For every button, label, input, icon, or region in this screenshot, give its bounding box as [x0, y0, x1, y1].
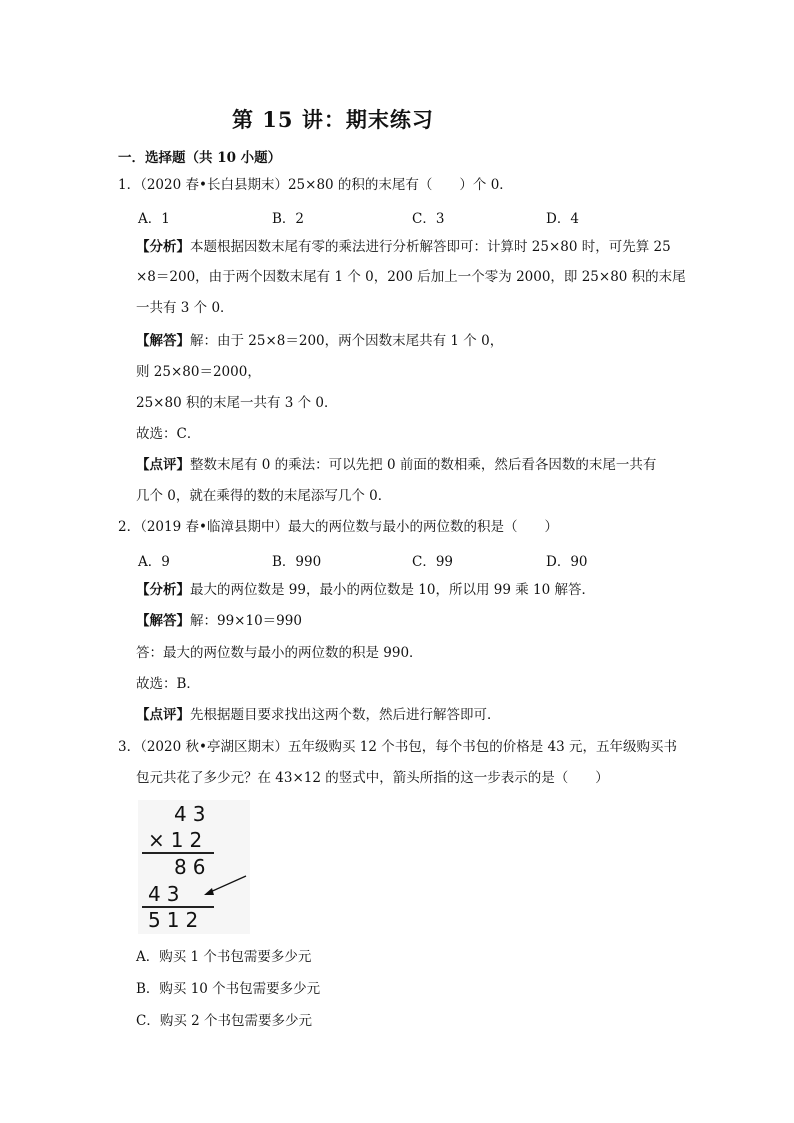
partial-product-2: 43: [148, 882, 186, 906]
multiplier: ×12: [148, 828, 209, 852]
rule-line-1: [142, 852, 214, 854]
comment-text: 整数末尾有 0 的乘法：可以先把 0 前面的数相乘，然后看各因数的末尾一共有: [190, 457, 657, 473]
question-1-option-d[interactable]: D．4: [546, 211, 579, 227]
answer-text: 解：99×10＝990: [190, 613, 302, 629]
arrow-icon: [198, 872, 250, 902]
partial-product-1: 86: [174, 855, 212, 879]
question-3-option-c[interactable]: C．购买 2 个书包需要多少元: [136, 1013, 313, 1029]
question-3-stem-line-2: 包元共花了多少元？在 43×12 的竖式中，箭头所指的这一步表示的是（ ）: [136, 770, 609, 786]
analysis-text: 本题根据因数末尾有零的乘法进行分析解答即可：计算时 25×80 时，可先算 25: [190, 239, 671, 255]
question-1-analysis-line-2: ×8＝200，由于两个因数末尾有 1 个 0，200 后加上一个零为 2000，即 25×80 积的末尾: [136, 269, 686, 285]
question-1-comment-line-1: [136, 456, 656, 474]
answer-tag: 【解答】: [136, 333, 190, 349]
question-2-option-a[interactable]: A．9: [138, 554, 170, 570]
comment-tag: 【点评】: [136, 457, 190, 473]
product: 512: [148, 908, 205, 932]
question-1-answer-line-1: [136, 332, 503, 350]
question-2-option-b[interactable]: B．990: [272, 554, 322, 570]
page-title: 第 15 讲：期末练习: [232, 107, 434, 132]
question-1-stem: 1．（2020 春•长白县期末）25×80 的积的末尾有（ ）个 0．: [118, 177, 513, 193]
multiplicand: 43: [174, 802, 212, 826]
question-2-comment-line-1: [136, 706, 501, 724]
analysis-tag: 【分析】: [136, 239, 190, 255]
analysis-text: 最大的两位数是 99，最小的两位数是 10，所以用 99 乘 10 解答．: [190, 582, 595, 598]
question-3-stem-line-1: 3．（2020 秋•亭湖区期末）五年级购买 12 个书包，每个书包的价格是 43 元，五年级购买书: [118, 739, 677, 755]
question-2-option-c[interactable]: C．99: [412, 554, 454, 570]
vertical-multiplication-figure: [138, 800, 250, 934]
question-1-answer-line-2: 则 25×80＝2000，: [136, 364, 261, 380]
question-3-option-a[interactable]: A．购买 1 个书包需要多少元: [136, 949, 312, 965]
question-2-stem: 2．（2019 春•临漳县期中）最大的两位数与最小的两位数的积是（ ）: [118, 519, 558, 535]
answer-text: 解：由于 25×8＝200，两个因数末尾共有 1 个 0，: [190, 333, 504, 349]
question-3-option-b[interactable]: B．购买 10 个书包需要多少元: [136, 981, 321, 997]
question-2-option-d[interactable]: D．90: [546, 554, 588, 570]
section-heading: 一．选择题（共 10 小题）: [118, 150, 282, 166]
analysis-tag: 【分析】: [136, 582, 190, 598]
question-1-comment-line-2: 几个 0，就在乘得的数的末尾添写几个 0．: [136, 488, 392, 504]
question-2-answer-line-3: 故选：B．: [136, 676, 200, 692]
question-1-option-b[interactable]: B．2: [272, 211, 305, 227]
question-1-option-a[interactable]: A．1: [138, 211, 170, 227]
question-2-analysis-line-1: [136, 581, 595, 599]
question-1-answer-line-3: 25×80 积的末尾一共有 3 个 0．: [136, 395, 338, 411]
question-1-analysis-line-3: 一共有 3 个 0．: [136, 300, 234, 316]
question-1-option-c[interactable]: C．3: [412, 211, 445, 227]
question-1-answer-line-4: 故选：C．: [136, 426, 201, 442]
question-2-answer-line-1: [136, 612, 302, 630]
comment-text: 先根据题目要求找出这两个数，然后进行解答即可．: [190, 707, 501, 723]
comment-tag: 【点评】: [136, 707, 190, 723]
answer-tag: 【解答】: [136, 613, 190, 629]
question-1-analysis-line-1: [136, 238, 671, 256]
question-2-answer-line-2: 答：最大的两位数与最小的两位数的积是 990．: [136, 645, 423, 661]
